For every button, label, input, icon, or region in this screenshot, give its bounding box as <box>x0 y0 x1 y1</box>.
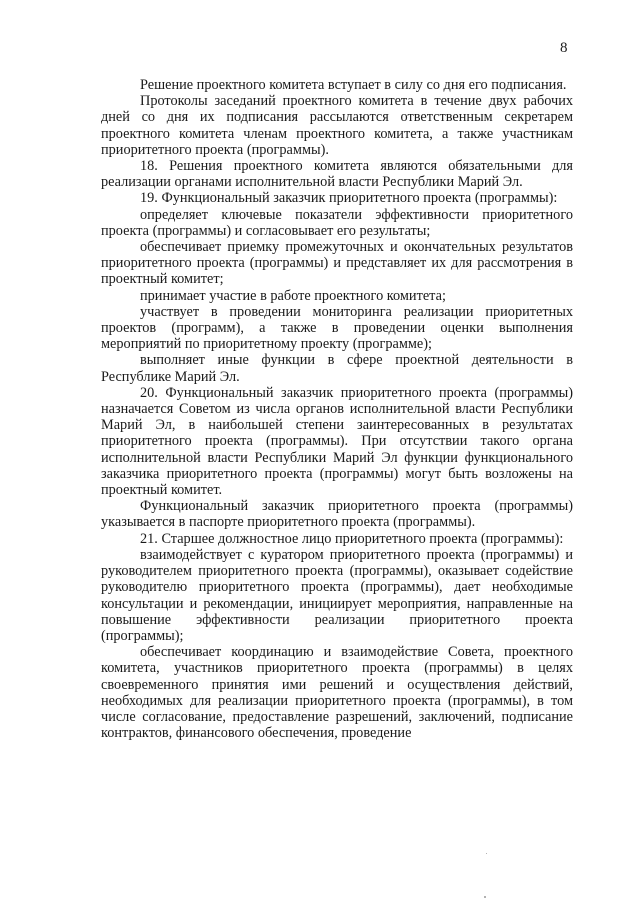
scan-speck <box>484 896 486 898</box>
paragraph-item-21-interaction: взаимодействует с куратором приоритетного проекта (программы) и руководителем приоритетного проекта (программы), оказывает содействие руководителю приоритетного проекта (программы), дает необходимые консультации и рекомендации, инициирует мероприятия, направленные на повышение эффективности реализации приоритетного проекта (программы); <box>101 546 573 644</box>
paragraph-item-21-coordination: обеспечивает координацию и взаимодействие Совета, проектного комитета, участников приоритетного проекта (программы) в целях своевременного принятия ими решений и осуществления действий, необходимых для реализации приоритетного проекта (программы), в том числе согласование, предоставление разрешений, заключений, подписание контрактов, финансового обеспечения, проведение <box>101 644 573 742</box>
paragraph-item-19: 19. Функциональный заказчик приоритетного проекта (программы): <box>140 190 558 207</box>
paragraph-item-20: 20. Функциональный заказчик приоритетного проекта (программы) назначается Советом из числа органов исполнительной власти Республики Марий Эл, в наибольшей степени заинтересованных в результатах приоритетного проекта (программы). При отсутствии такого органа исполнительной власти Республики Марий Эл функции функционального заказчика приоритетного проекта (программы) могут быть возложены на проектный комитет. <box>101 384 573 499</box>
paragraph-item-19-participation: принимает участие в работе проектного комитета; <box>140 287 446 304</box>
paragraph-item-19-acceptance: обеспечивает приемку промежуточных и окончательных результатов приоритетного проекта (программы) и представляет их для рассмотрения в проектный комитет; <box>101 239 573 288</box>
paragraph-item-19-monitoring: участвует в проведении мониторинга реализации приоритетных проектов (программ), а также в проведении оценки выполнения мероприятий по приоритетному проекту (программе); <box>101 303 573 353</box>
document-body <box>101 77 573 741</box>
paragraph-item-19-kpi: определяет ключевые показатели эффективности приоритетного проекта (программы) и согласовывает его результаты; <box>101 206 573 239</box>
scan-speck <box>486 853 487 854</box>
paragraph-decision-effective: Решение проектного комитета вступает в силу со дня его подписания. <box>140 77 567 93</box>
paragraph-item-20-passport: Функциональный заказчик приоритетного проекта (программы) указывается в паспорте приоритетного проекта (программы). <box>101 498 573 531</box>
paragraph-protocols: Протоколы заседаний проектного комитета в течение двух рабочих дней со дня их подписания рассылаются ответственным секретарем проектного комитета членам проектного комитета, а также участникам приоритетного проекта (программы). <box>101 93 573 158</box>
paragraph-item-21: 21. Старшее должностное лицо приоритетного проекта (программы): <box>140 530 564 547</box>
paragraph-item-18: 18. Решения проектного комитета являются обязательными для реализации органами исполнительной власти Республики Марий Эл. <box>101 158 573 191</box>
paragraph-item-19-other: выполняет иные функции в сфере проектной деятельности в Республике Марий Эл. <box>101 352 573 385</box>
page-number: 8 <box>560 40 568 56</box>
